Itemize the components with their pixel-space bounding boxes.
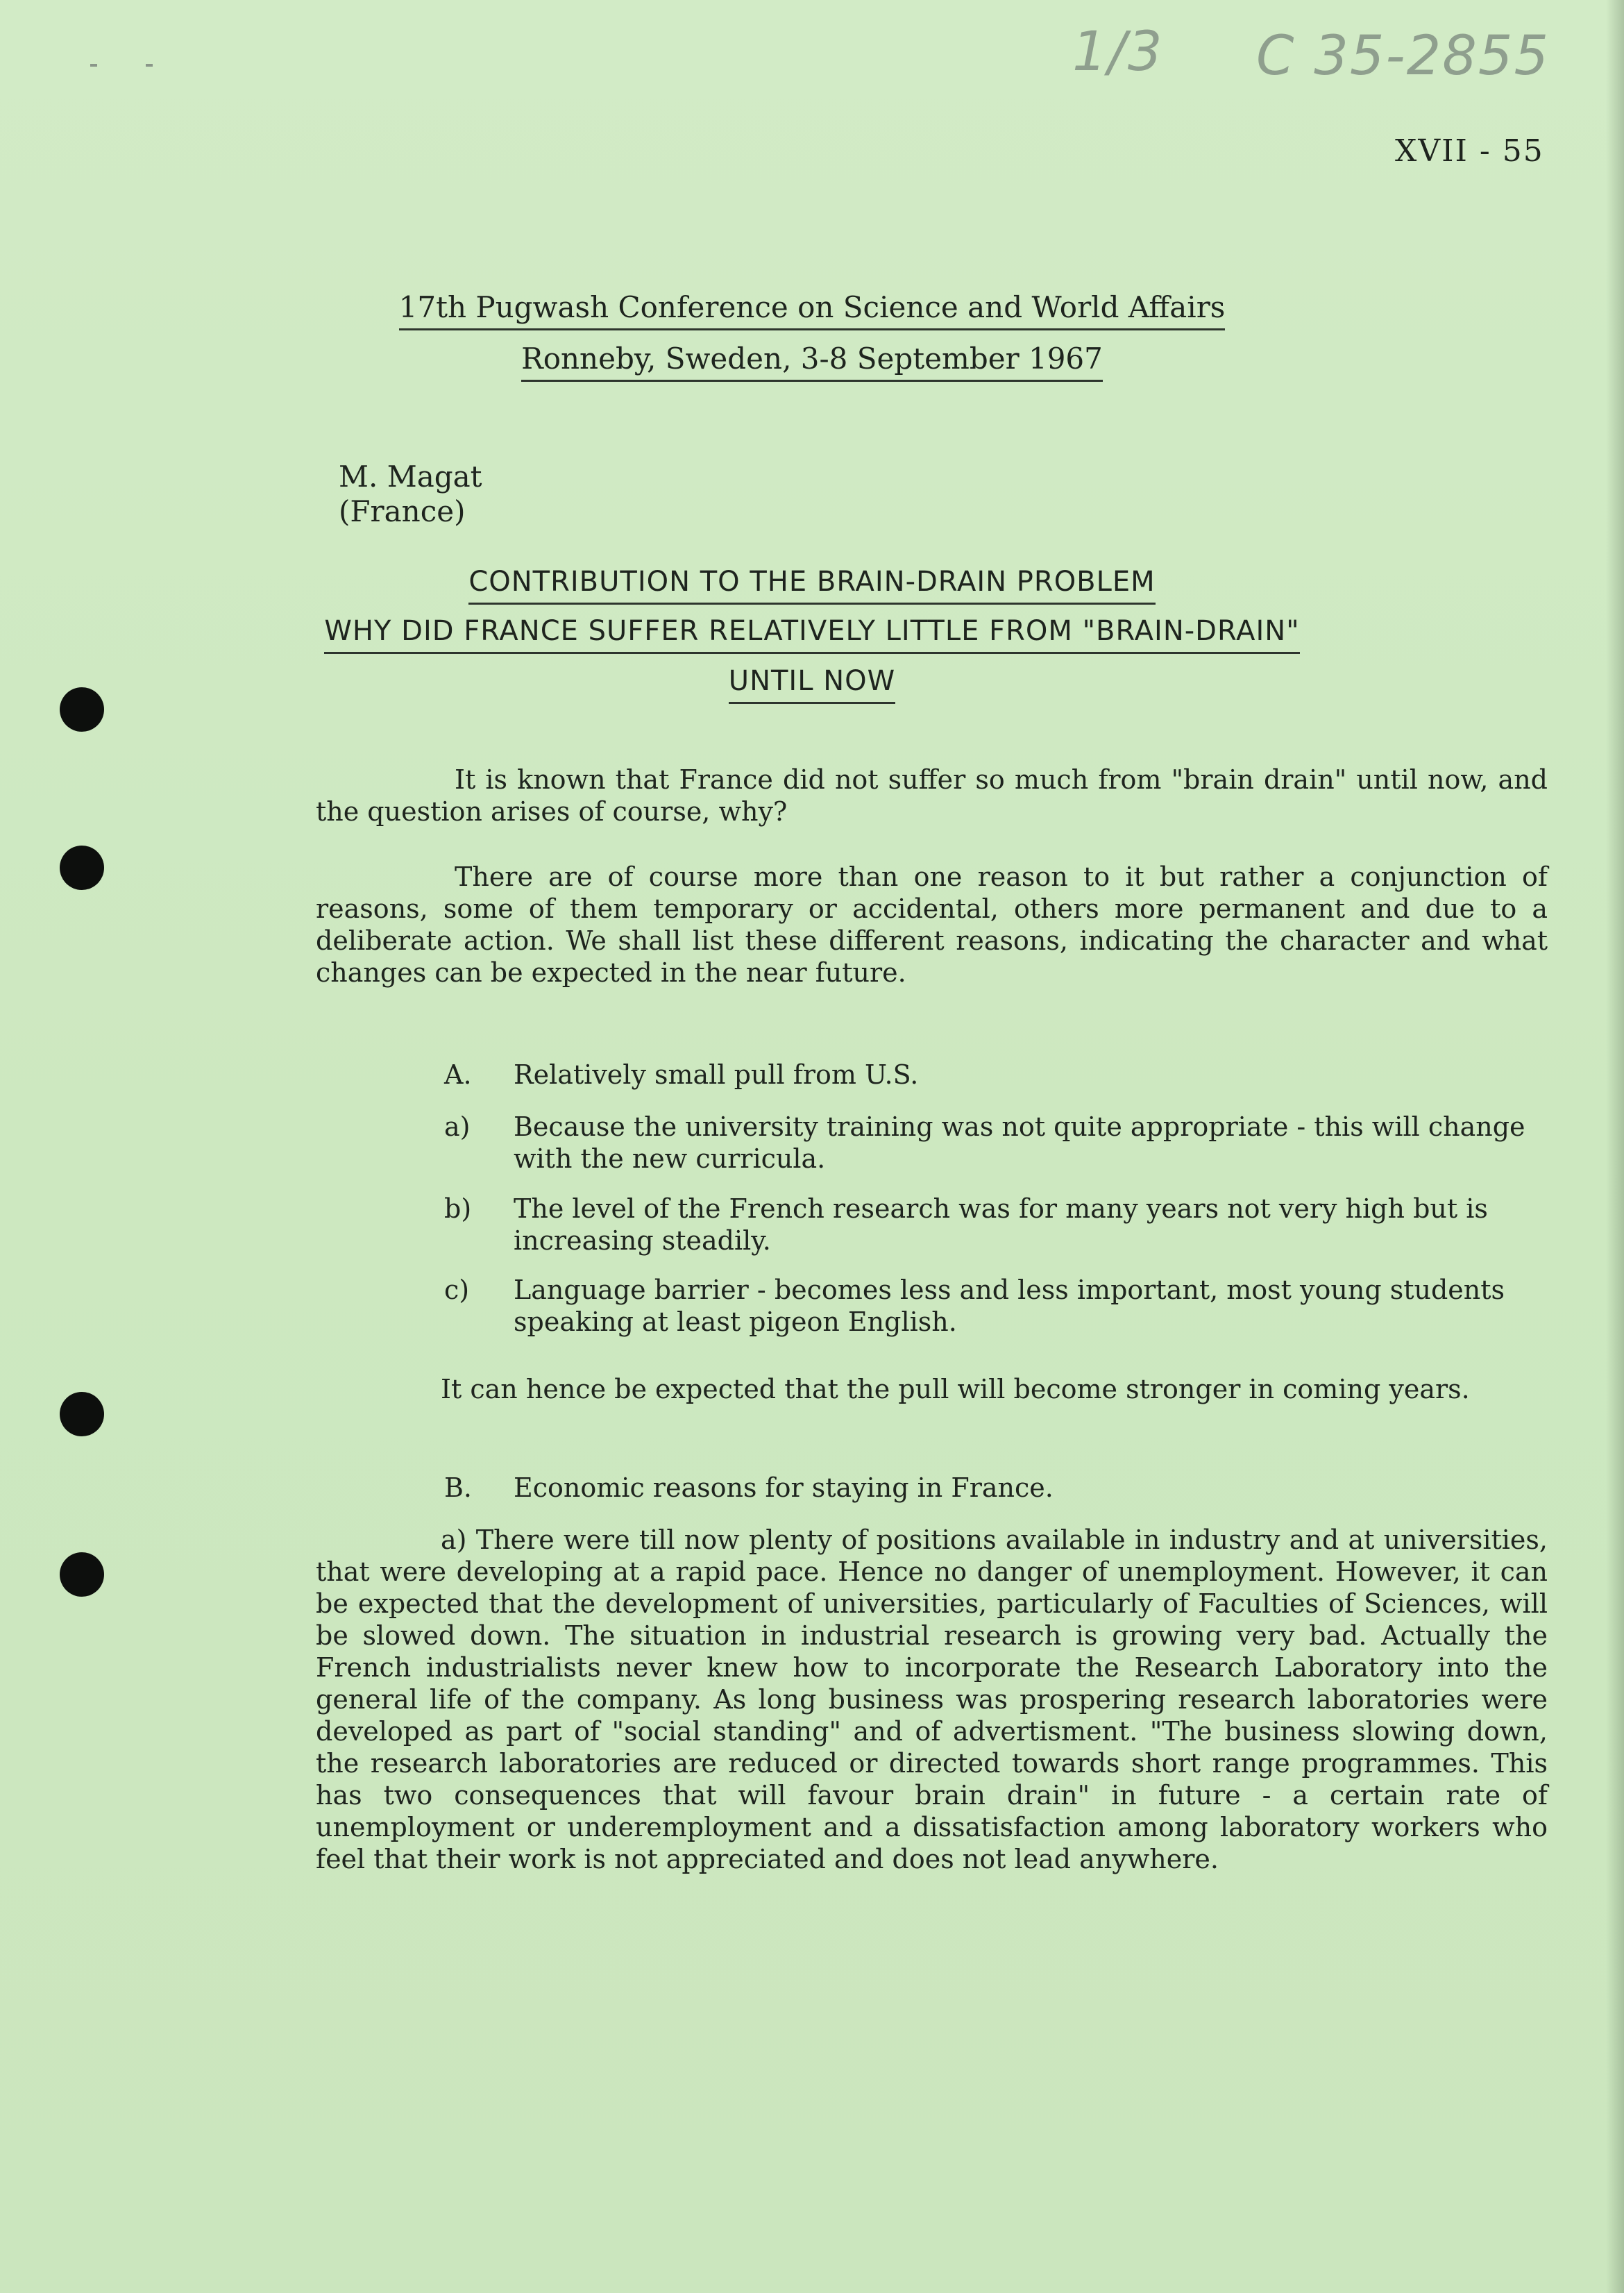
title-line-1 — [0, 566, 1624, 598]
list-item-a — [444, 1111, 1548, 1175]
conference-name: 17th Pugwash Conference on Science and World Affairs — [399, 290, 1226, 330]
punch-hole-3 — [60, 1392, 104, 1436]
section-a-text: Relatively small pull from U.S. — [514, 1059, 919, 1090]
paragraph-economic: a) There were till now plenty of positions available in industry and at universities, that were developing at a rapid pace. Hence no danger of unemployment. However, it can be expected that the development of universities, particularly of Faculties of Sciences, will be slowed down. The situation in industrial research is growing very bad. Actually the French industrialists never knew how to incorporate the Research Laboratory into the general life of the company. As long business was prospering research laboratories were developed as part of "social standing" and of advertisment. "The business slowing down, the research laboratories are reduced or directed towards short range programmes. This has two consequences that will favour brain drain" in future - a certain rate of unemployment or underemployment and a dissatisfaction among laboratory workers who feel that their work is not appreciated and does not lead anywhere. — [316, 1525, 1548, 1874]
paragraph-conclusion-a: It can hence be expected that the pull will become stronger in coming years. — [441, 1374, 1470, 1404]
punch-hole-4 — [60, 1552, 104, 1597]
pencil-mark — [90, 64, 194, 67]
title-line-2 — [0, 615, 1624, 647]
author-block — [339, 460, 482, 529]
section-a-label: A. — [444, 1059, 472, 1090]
section-a-heading — [444, 1059, 1548, 1091]
paragraph-intro: It is known that France did not suffer so much from "brain drain" until now, and the question arises of course, why? — [316, 764, 1548, 827]
author-name: M. Magat — [339, 460, 482, 494]
section-b-label: B. — [444, 1472, 473, 1503]
conference-heading — [0, 290, 1624, 325]
item-c-label: c) — [444, 1275, 470, 1305]
author-country: (France) — [339, 494, 466, 528]
title-text-2: WHY DID FRANCE SUFFER RELATIVELY LITTLE FROM "BRAIN-DRAIN" — [324, 615, 1299, 654]
item-c-text: Language barrier - becomes less and less important, most young students speaking at least pigeon English. — [514, 1275, 1505, 1337]
list-item-c — [444, 1274, 1548, 1338]
item-b-text: The level of the French research was for many years not very high but is increasing steadily. — [514, 1193, 1488, 1256]
paragraph-reasons: There are of course more than one reason to it but rather a conjunction of reasons, some of them temporary or accidental, others more permanent and due to a deliberate action. We shall list these different reasons, indicating the character and what changes can be expected in the near future. — [316, 862, 1548, 988]
conference-location — [0, 342, 1624, 376]
title-text-3: UNTIL NOW — [729, 665, 895, 704]
conference-place-date: Ronneby, Sweden, 3-8 September 1967 — [521, 342, 1103, 382]
list-item-b — [444, 1193, 1548, 1257]
section-b-text: Economic reasons for staying in France. — [514, 1472, 1054, 1503]
item-b-label: b) — [444, 1193, 472, 1224]
item-a-label: a) — [444, 1111, 471, 1142]
handwritten-page-mark: 1/3 — [1072, 21, 1164, 83]
handwritten-archive-code: C 35-2855 — [1256, 25, 1550, 87]
section-b-heading — [444, 1472, 1548, 1504]
punch-hole-2 — [60, 846, 104, 890]
punch-hole-1 — [60, 687, 104, 732]
document-code: XVII - 55 — [1395, 133, 1544, 169]
title-line-3 — [0, 665, 1624, 697]
item-a-text: Because the university training was not quite appropriate - this will change with the new curricula. — [514, 1111, 1525, 1174]
title-text-1: CONTRIBUTION TO THE BRAIN-DRAIN PROBLEM — [468, 566, 1155, 605]
